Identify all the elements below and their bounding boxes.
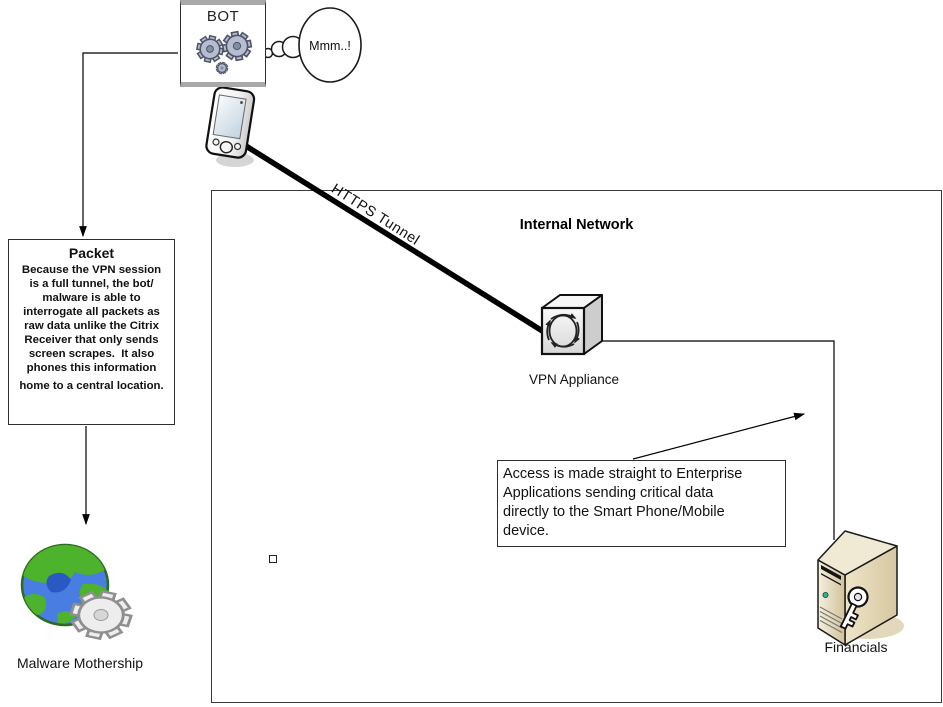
packet-line: raw data unlike the Citrix bbox=[24, 320, 159, 332]
gears-icon bbox=[186, 25, 261, 77]
packet-box bbox=[8, 239, 175, 425]
server-key-icon bbox=[808, 523, 908, 648]
packet-title: Packet bbox=[68, 245, 115, 261]
https-tunnel-label: HTTPS Tunnel bbox=[328, 181, 423, 249]
globe-gear-icon bbox=[13, 540, 148, 652]
vpn-appliance-icon bbox=[534, 288, 610, 368]
packet-line: malware is able to bbox=[42, 292, 141, 304]
access-box bbox=[497, 460, 786, 547]
bot-label: BOT bbox=[206, 8, 240, 25]
packet-line: Receiver that only sends bbox=[24, 334, 159, 346]
packet-line: interrogate all packets as bbox=[23, 306, 160, 318]
thought-bubble-text: Mmm..! bbox=[309, 39, 351, 53]
malware-mothership-label: Malware Mothership bbox=[16, 655, 144, 671]
small-square-marker bbox=[269, 555, 277, 563]
packet-line: Because the VPN session bbox=[21, 264, 162, 276]
vpn-appliance-label: VPN Appliance bbox=[528, 372, 620, 387]
access-line: device. bbox=[503, 523, 549, 539]
packet-line: home to a central location. bbox=[19, 380, 164, 392]
access-line: directly to the Smart Phone/Mobile bbox=[503, 504, 725, 520]
access-line: Access is made straight to Enterprise bbox=[503, 466, 743, 482]
packet-line: is a full tunnel, the bot/ bbox=[29, 278, 154, 290]
bot-box bbox=[180, 0, 266, 87]
financials-label: Financials bbox=[824, 639, 888, 655]
access-line: Applications sending critical data bbox=[503, 485, 714, 501]
smartphone-icon bbox=[198, 84, 262, 172]
packet-line: screen scrapes. It also bbox=[28, 348, 155, 360]
arrow-bot-to-packet bbox=[83, 53, 178, 236]
packet-line: phones this information bbox=[26, 362, 157, 374]
thought-bubble bbox=[256, 2, 368, 86]
internal-network-title: Internal Network bbox=[519, 217, 634, 233]
